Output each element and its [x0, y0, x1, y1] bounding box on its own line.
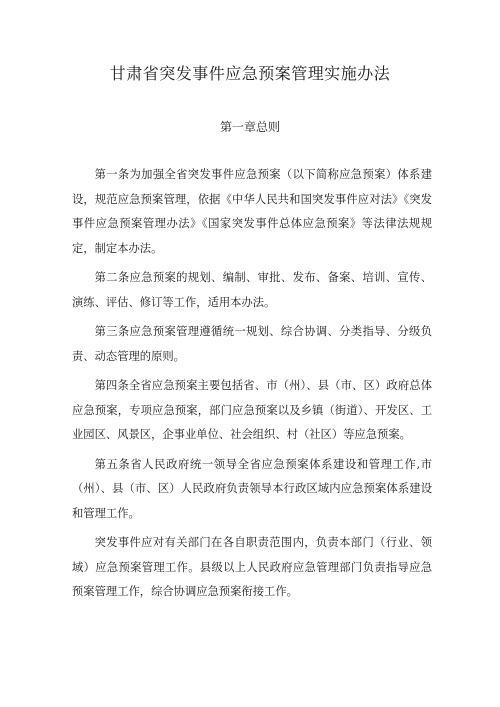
article-5-continuation-paragraph: 突发事件应对有关部门在各自职责范围内，负责本部门（行业、领域）应急预案管理工作。县级以上人民政府应急管理部门负责指导应急预案管理工作，综合协调应急预案衔接工作。 — [72, 536, 432, 598]
article-4-paragraph: 第四条全省应急预案主要包括省、市（州）、县（市、区）政府总体应急预案，专项应急预案，部门应急预案以及乡镇（街道）、开发区、工业园区、风景区，企事业单位、社会组织、村（社区）等应急预案。 — [72, 379, 432, 441]
article-5-paragraph: 第五条省人民政府统一领导全省应急预案体系建设和管理工作,市（州）、县（市、区）人民政府负责领导本行政区域内应急预案体系建设和管理工作。 — [72, 457, 432, 520]
article-1-paragraph: 第一条为加强全省突发事件应急预案（以下简称应急预案）体系建设，规范应急预案管理，依据《中华人民共和国突发事件应对法》《突发事件应急预案管理办法》《国家突发事件总体应急预案》等法律法规规定，制定本办法。 — [72, 168, 432, 255]
document-body — [72, 163, 432, 610]
document-title: 甘肃省突发事件应急预案管理实施办法 — [109, 64, 391, 83]
article-2-paragraph: 第二条应急预案的规划、编制、审批、发布、备案、培训、宣传、演练、评估、修订等工作，适用本办法。 — [72, 271, 432, 309]
article-3-paragraph: 第三条应急预案管理遵循统一规划、综合协调、分类指导、分级负责、动态管理的原则。 — [72, 325, 432, 363]
chapter-heading: 第一章总则 — [219, 120, 280, 134]
